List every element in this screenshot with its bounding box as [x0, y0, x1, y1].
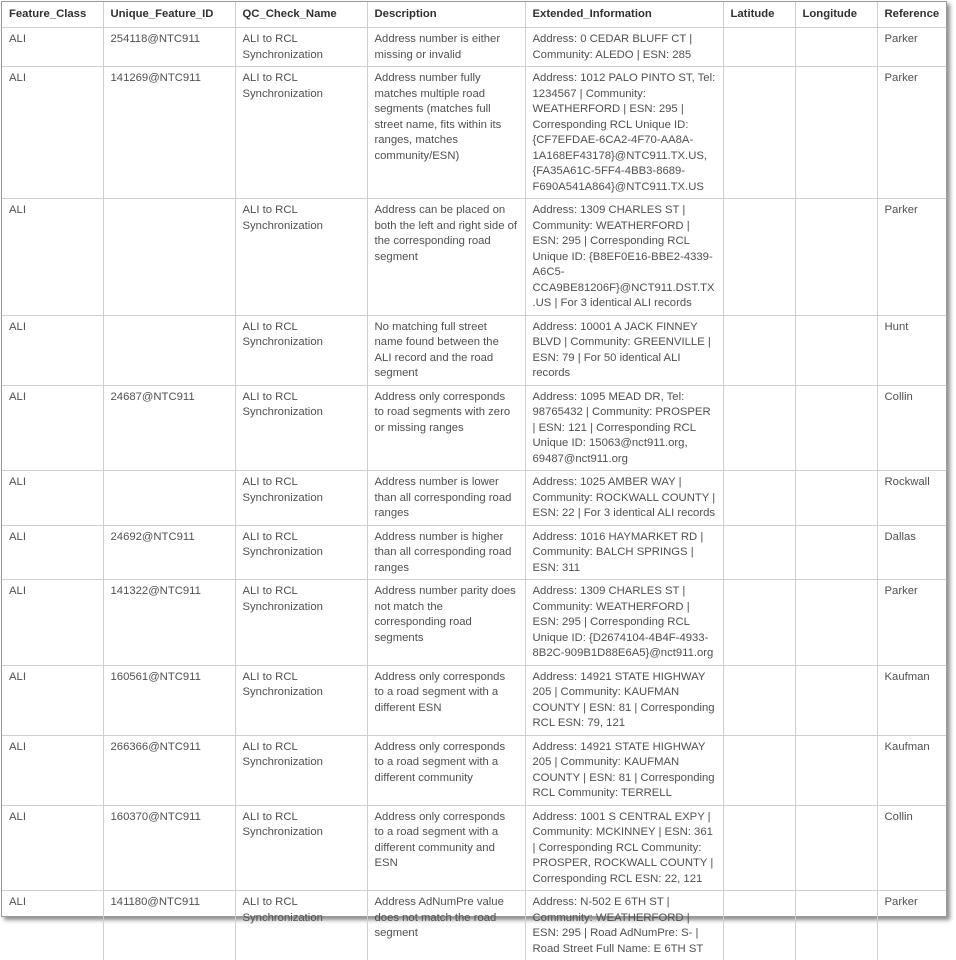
cell-qc-check-name: ALI to RCL Synchronization — [235, 471, 367, 526]
cell-unique-feature-id: 254118@NTC911 — [103, 28, 235, 67]
cell-extended-information: Address: 1001 S CENTRAL EXPY | Community: MCKINNEY | ESN: 361 | Corresponding RCL Community: PROSPER, ROCKWALL COUNTY | Corresponding RCL ESN: 22, 121 — [525, 805, 723, 891]
table-body — [2, 28, 946, 960]
cell-longitude — [795, 28, 877, 67]
cell-reference: Dallas — [877, 525, 946, 580]
cell-latitude — [723, 199, 795, 316]
cell-description: Address only corresponds to road segments with zero or missing ranges — [367, 385, 525, 471]
cell-reference: Collin — [877, 385, 946, 471]
cell-latitude — [723, 67, 795, 199]
cell-longitude — [795, 665, 877, 735]
cell-feature-class: ALI — [2, 735, 103, 805]
table-row[interactable] — [2, 199, 946, 316]
table-row[interactable] — [2, 735, 946, 805]
cell-unique-feature-id: 160561@NTC911 — [103, 665, 235, 735]
column-header-reference[interactable]: Reference — [877, 2, 946, 28]
table-row[interactable] — [2, 805, 946, 891]
table-row[interactable] — [2, 28, 946, 67]
cell-unique-feature-id — [103, 315, 235, 385]
table-row[interactable] — [2, 385, 946, 471]
cell-reference: Parker — [877, 67, 946, 199]
cell-reference: Parker — [877, 199, 946, 316]
table-header — [2, 2, 946, 28]
cell-unique-feature-id: 266366@NTC911 — [103, 735, 235, 805]
cell-longitude — [795, 580, 877, 666]
cell-unique-feature-id: 141269@NTC911 — [103, 67, 235, 199]
cell-latitude — [723, 580, 795, 666]
cell-description: Address number parity does not match the corresponding road segments — [367, 580, 525, 666]
cell-extended-information: Address: 0 CEDAR BLUFF CT | Community: ALEDO | ESN: 285 — [525, 28, 723, 67]
cell-description: Address number is lower than all corresponding road ranges — [367, 471, 525, 526]
cell-unique-feature-id: 24687@NTC911 — [103, 385, 235, 471]
cell-reference: Rockwall — [877, 471, 946, 526]
qc-results-table-panel — [1, 1, 947, 917]
cell-latitude — [723, 315, 795, 385]
cell-description: Address number is either missing or invalid — [367, 28, 525, 67]
cell-longitude — [795, 315, 877, 385]
cell-extended-information: Address: 1016 HAYMARKET RD | Community: BALCH SPRINGS | ESN: 311 — [525, 525, 723, 580]
table-row[interactable] — [2, 665, 946, 735]
cell-latitude — [723, 665, 795, 735]
table-row[interactable] — [2, 891, 946, 960]
cell-unique-feature-id: 141322@NTC911 — [103, 580, 235, 666]
cell-reference: Parker — [877, 580, 946, 666]
column-header-extended-information[interactable]: Extended_Information — [525, 2, 723, 28]
cell-reference: Hunt — [877, 315, 946, 385]
cell-feature-class: ALI — [2, 580, 103, 666]
cell-feature-class: ALI — [2, 665, 103, 735]
table-row[interactable] — [2, 580, 946, 666]
cell-feature-class: ALI — [2, 385, 103, 471]
column-header-latitude[interactable]: Latitude — [723, 2, 795, 28]
cell-extended-information: Address: 1025 AMBER WAY | Community: ROCKWALL COUNTY | ESN: 22 | For 3 identical ALI records — [525, 471, 723, 526]
cell-unique-feature-id: 160370@NTC911 — [103, 805, 235, 891]
table-row[interactable] — [2, 67, 946, 199]
cell-extended-information: Address: 1309 CHARLES ST | Community: WEATHERFORD | ESN: 295 | Corresponding RCL Unique ID: {B8EF0E16-BBE2-4339-A6C5-CCA9BE81206F}@NCT911.DST.TX.US | For 3 identical ALI records — [525, 199, 723, 316]
column-header-longitude[interactable]: Longitude — [795, 2, 877, 28]
cell-unique-feature-id: 141180@NTC911 — [103, 891, 235, 960]
cell-reference: Kaufman — [877, 735, 946, 805]
cell-longitude — [795, 805, 877, 891]
table-row[interactable] — [2, 315, 946, 385]
cell-qc-check-name: ALI to RCL Synchronization — [235, 199, 367, 316]
cell-description: No matching full street name found between the ALI record and the road segment — [367, 315, 525, 385]
cell-description: Address only corresponds to a road segment with a different community and ESN — [367, 805, 525, 891]
column-header-qc-check-name[interactable]: QC_Check_Name — [235, 2, 367, 28]
qc-results-table — [2, 2, 946, 960]
cell-description: Address only corresponds to a road segment with a different ESN — [367, 665, 525, 735]
cell-qc-check-name: ALI to RCL Synchronization — [235, 385, 367, 471]
cell-latitude — [723, 891, 795, 960]
column-header-feature-class[interactable]: Feature_Class — [2, 2, 103, 28]
cell-qc-check-name: ALI to RCL Synchronization — [235, 67, 367, 199]
cell-feature-class: ALI — [2, 28, 103, 67]
cell-longitude — [795, 385, 877, 471]
cell-extended-information: Address: 14921 STATE HIGHWAY 205 | Community: KAUFMAN COUNTY | ESN: 81 | Corresponding RCL Community: TERRELL — [525, 735, 723, 805]
cell-qc-check-name: ALI to RCL Synchronization — [235, 735, 367, 805]
cell-latitude — [723, 735, 795, 805]
cell-feature-class: ALI — [2, 315, 103, 385]
cell-description: Address AdNumPre value does not match the road segment — [367, 891, 525, 960]
cell-extended-information: Address: 10001 A JACK FINNEY BLVD | Community: GREENVILLE | ESN: 79 | For 50 identical ALI records — [525, 315, 723, 385]
column-header-unique-feature-id[interactable]: Unique_Feature_ID — [103, 2, 235, 28]
column-header-description[interactable]: Description — [367, 2, 525, 28]
cell-description: Address number fully matches multiple road segments (matches full street name, fits within its ranges, matches community/ESN) — [367, 67, 525, 199]
cell-description: Address can be placed on both the left and right side of the corresponding road segment — [367, 199, 525, 316]
cell-latitude — [723, 525, 795, 580]
cell-reference: Parker — [877, 28, 946, 67]
cell-qc-check-name: ALI to RCL Synchronization — [235, 525, 367, 580]
cell-extended-information: Address: 14921 STATE HIGHWAY 205 | Community: KAUFMAN COUNTY | ESN: 81 | Corresponding RCL ESN: 79, 121 — [525, 665, 723, 735]
cell-extended-information: Address: 1095 MEAD DR, Tel: 98765432 | Community: PROSPER | ESN: 121 | Corresponding RCL Unique ID: 15063@nct911.org, 69487@nct911.org — [525, 385, 723, 471]
cell-qc-check-name: ALI to RCL Synchronization — [235, 891, 367, 960]
cell-latitude — [723, 471, 795, 526]
cell-unique-feature-id — [103, 199, 235, 316]
cell-description: Address only corresponds to a road segment with a different community — [367, 735, 525, 805]
cell-longitude — [795, 199, 877, 316]
cell-latitude — [723, 28, 795, 67]
cell-feature-class: ALI — [2, 525, 103, 580]
cell-qc-check-name: ALI to RCL Synchronization — [235, 28, 367, 67]
cell-longitude — [795, 471, 877, 526]
header-row — [2, 2, 946, 28]
cell-feature-class: ALI — [2, 471, 103, 526]
cell-qc-check-name: ALI to RCL Synchronization — [235, 315, 367, 385]
table-row[interactable] — [2, 525, 946, 580]
cell-description: Address number is higher than all corresponding road ranges — [367, 525, 525, 580]
cell-longitude — [795, 891, 877, 960]
cell-reference: Collin — [877, 805, 946, 891]
cell-unique-feature-id — [103, 471, 235, 526]
cell-extended-information: Address: 1309 CHARLES ST | Community: WEATHERFORD | ESN: 295 | Corresponding RCL Unique ID: {D2674104-4B4F-4933-8B2C-909B1D88E6A5}@nct911.org — [525, 580, 723, 666]
cell-extended-information: Address: 1012 PALO PINTO ST, Tel: 1234567 | Community: WEATHERFORD | ESN: 295 | Corresponding RCL Unique ID: {CF7EFDAE-6CA2-4F70-AA8A-1A168EF43178}@NTC911.TX.US, {FA35A61C-5FF4-4BB3-8689-F690A541A864}@NTC911.TX.US — [525, 67, 723, 199]
cell-qc-check-name: ALI to RCL Synchronization — [235, 805, 367, 891]
cell-unique-feature-id: 24692@NTC911 — [103, 525, 235, 580]
table-row[interactable] — [2, 471, 946, 526]
cell-latitude — [723, 805, 795, 891]
cell-latitude — [723, 385, 795, 471]
cell-reference: Parker — [877, 891, 946, 960]
cell-feature-class: ALI — [2, 67, 103, 199]
cell-longitude — [795, 67, 877, 199]
cell-reference: Kaufman — [877, 665, 946, 735]
cell-feature-class: ALI — [2, 805, 103, 891]
cell-qc-check-name: ALI to RCL Synchronization — [235, 665, 367, 735]
cell-longitude — [795, 525, 877, 580]
cell-feature-class: ALI — [2, 199, 103, 316]
cell-feature-class: ALI — [2, 891, 103, 960]
cell-qc-check-name: ALI to RCL Synchronization — [235, 580, 367, 666]
cell-extended-information: Address: N-502 E 6TH ST | Community: WEATHERFORD | ESN: 295 | Road AdNumPre: S- | Road Street Full Name: E 6TH ST — [525, 891, 723, 960]
cell-longitude — [795, 735, 877, 805]
